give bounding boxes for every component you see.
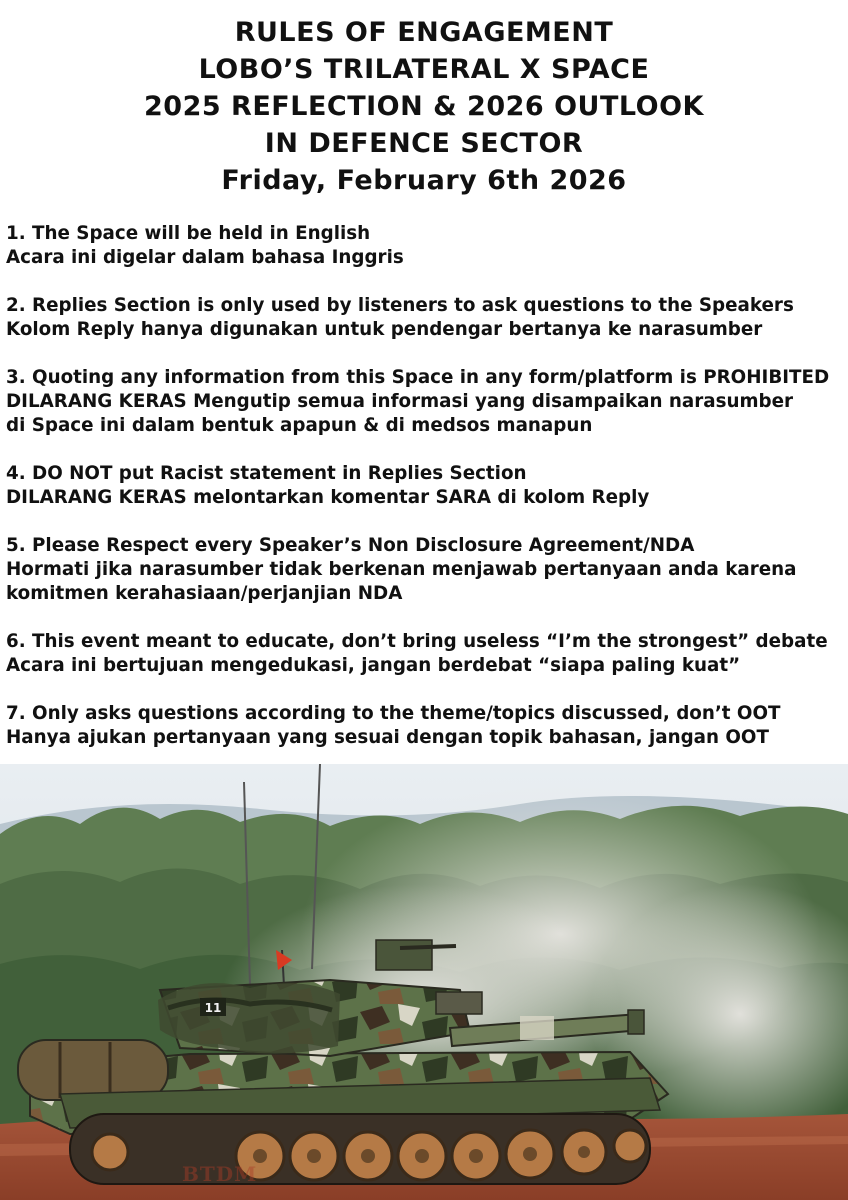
rule-english: 7. Only asks questions according to the theme/topics discussed, don’t OOT <box>6 703 781 724</box>
rule-4 <box>6 462 848 510</box>
tank-illustration <box>0 764 848 1200</box>
title-line-4: IN DEFENCE SECTOR <box>264 128 584 159</box>
title-line-2: LOBO’S TRILATERAL X SPACE <box>198 54 650 85</box>
rule-english: 2. Replies Section is only used by listeners to ask questions to the Speakers <box>6 295 794 316</box>
rule-indonesian: komitmen kerahasiaan/perjanjian NDA <box>6 583 403 604</box>
rule-english: 3. Quoting any information from this Space in any form/platform is PROHIBITED <box>6 367 830 388</box>
rule-6 <box>6 630 848 678</box>
rule-indonesian: Hormati jika narasumber tidak berkenan menjawab pertanyaan anda karena <box>6 559 797 580</box>
watermark: BTDM <box>182 1162 258 1186</box>
tank-number: 11 <box>204 1001 222 1015</box>
rule-indonesian: Acara ini digelar dalam bahasa Inggris <box>6 247 404 268</box>
rule-indonesian: DILARANG KERAS Mengutip semua informasi yang disampaikan narasumber <box>6 391 794 412</box>
rule-2 <box>6 294 848 342</box>
tank-photo <box>0 764 848 1200</box>
rule-indonesian: Acara ini bertujuan mengedukasi, jangan berdebat “siapa paling kuat” <box>6 655 741 676</box>
rule-indonesian: di Space ini dalam bentuk apapun & di medsos manapun <box>6 415 593 436</box>
rule-indonesian: DILARANG KERAS melontarkan komentar SARA di kolom Reply <box>6 487 650 508</box>
rules-list <box>6 222 848 774</box>
rule-3 <box>6 366 848 438</box>
rule-1 <box>6 222 848 270</box>
title-line-1: RULES OF ENGAGEMENT <box>234 17 614 48</box>
title-line-3: 2025 REFLECTION & 2026 OUTLOOK <box>144 91 704 122</box>
rule-english: 5. Please Respect every Speaker’s Non Disclosure Agreement/NDA <box>6 535 695 556</box>
rule-5 <box>6 534 848 606</box>
rule-indonesian: Hanya ajukan pertanyaan yang sesuai dengan topik bahasan, jangan OOT <box>6 727 769 748</box>
rule-english: 6. This event meant to educate, don’t bring useless “I’m the strongest” debate <box>6 631 828 652</box>
rule-7 <box>6 702 848 750</box>
rule-indonesian: Kolom Reply hanya digunakan untuk pendengar bertanya ke narasumber <box>6 319 763 340</box>
rule-english: 4. DO NOT put Racist statement in Replies Section <box>6 463 527 484</box>
rule-english: 1. The Space will be held in English <box>6 223 371 244</box>
event-date: Friday, February 6th 2026 <box>221 165 627 196</box>
header <box>0 0 848 199</box>
